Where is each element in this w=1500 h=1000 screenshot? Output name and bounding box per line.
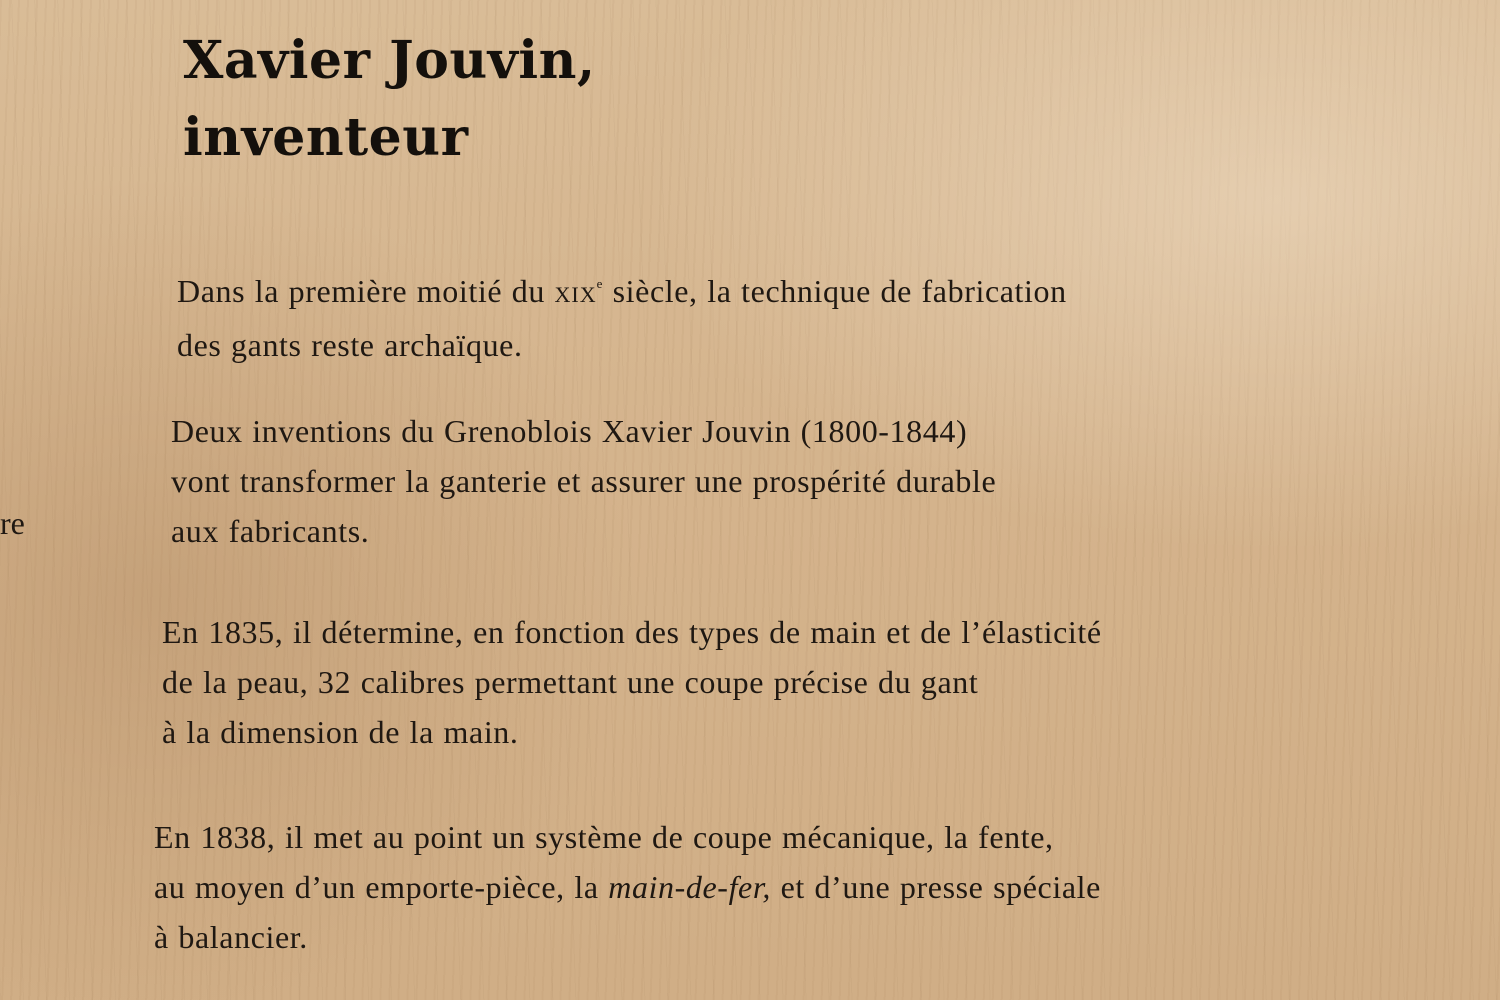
paragraph-line: des gants reste archaïque. [177,327,523,363]
paragraph-line: à la dimension de la main. [162,714,519,750]
paragraph-line: vont transformer la ganterie et assurer une prospérité durable [171,463,997,499]
paragraph-line: En 1838, il met au point un système de coupe mécanique, la fente, [154,819,1054,855]
paragraph-inventions [171,406,996,556]
paragraph-1838 [154,812,1101,962]
paragraph-1835 [162,607,1102,757]
cut-off-text-fragment: re [0,505,25,541]
century-superscript: e [596,276,604,291]
paragraph-line [154,862,1101,912]
paragraph-line: Deux inventions du Grenoblois Xavier Jouvin (1800-1844) [171,413,968,449]
paragraph-intro [177,259,1067,370]
paragraph-line: En 1835, il détermine, en fonction des types de main et de l’élasticité [162,614,1102,650]
title-line-2: inventeur [183,107,469,168]
paragraph-line: aux fabricants. [171,513,370,549]
title-line-1: Xavier Jouvin, [183,30,596,91]
text-run: siècle, la technique de fabrication [603,273,1067,309]
panel-title [183,22,596,176]
paragraph-line: à balancier. [154,919,308,955]
paragraph-line [177,259,1067,320]
paragraph-line: de la peau, 32 calibres permettant une coupe précise du gant [162,664,979,700]
text-run: et d’une presse spéciale [770,869,1101,905]
text-run: Dans la première moitié du [177,273,555,309]
italic-term: main-de-fer, [608,869,771,905]
century-numeral: XIX [554,282,597,307]
text-run: au moyen d’un emporte-pièce, la [154,869,609,905]
